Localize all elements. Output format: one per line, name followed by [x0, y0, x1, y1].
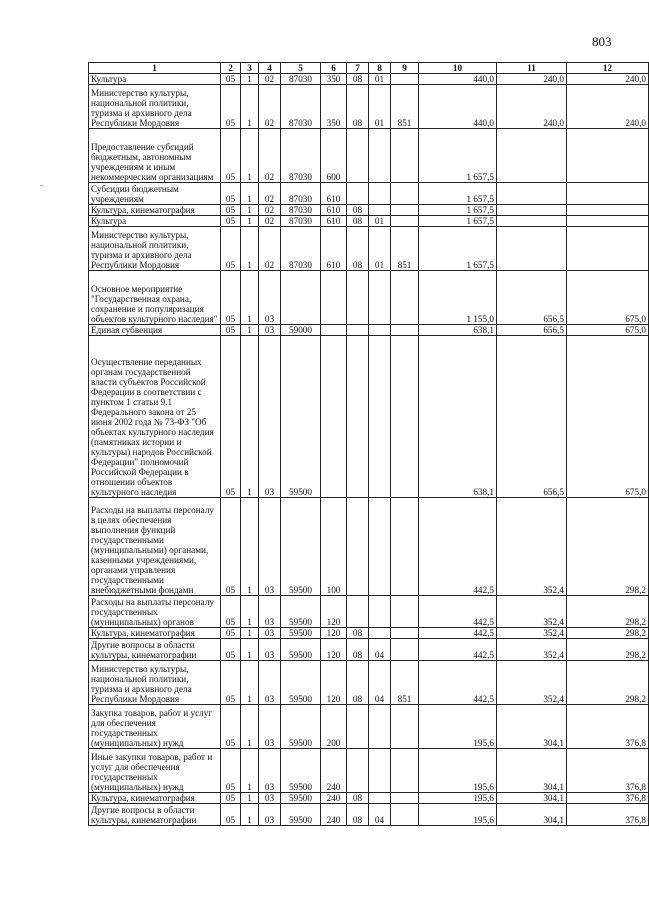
column-header-8: 8: [369, 63, 391, 74]
cell-col-2: 05: [221, 183, 241, 205]
cell-col-2: 05: [221, 804, 241, 826]
cell-col-2: 05: [221, 205, 241, 216]
cell-col-10: 1 657,5: [419, 183, 497, 205]
table-row: [89, 793, 649, 804]
cell-col-2: 05: [221, 661, 241, 705]
cell-col-9: [391, 498, 419, 596]
cell-col-8: [369, 271, 391, 325]
cell-col-11: [497, 227, 567, 271]
cell-col-7: [347, 749, 369, 793]
cell-col-7: [347, 325, 369, 336]
column-header-6: 6: [321, 63, 347, 74]
cell-col-9: [391, 336, 419, 498]
cell-col-9: [391, 596, 419, 628]
cell-col-8: 04: [369, 804, 391, 826]
cell-col-2: 05: [221, 227, 241, 271]
cell-col-8: [369, 705, 391, 749]
row-label-cell: Субсидии бюджетным учреждениям: [89, 183, 221, 205]
cell-col-11: 352,4: [497, 628, 567, 639]
cell-col-3: 1: [241, 205, 259, 216]
table-row: [89, 804, 649, 826]
cell-col-2: 05: [221, 596, 241, 628]
cell-col-5: 59500: [281, 336, 321, 498]
cell-col-8: 01: [369, 227, 391, 271]
cell-col-6: 240: [321, 804, 347, 826]
cell-col-7: 08: [347, 804, 369, 826]
cell-col-12: 240,0: [567, 74, 649, 85]
cell-col-2: 05: [221, 628, 241, 639]
cell-col-12: 298,2: [567, 628, 649, 639]
cell-col-12: 376,8: [567, 705, 649, 749]
cell-col-8: [369, 205, 391, 216]
cell-col-9: [391, 705, 419, 749]
cell-col-9: 851: [391, 85, 419, 129]
cell-col-3: 1: [241, 498, 259, 596]
cell-col-10: 1 657,5: [419, 216, 497, 227]
cell-col-6: 120: [321, 661, 347, 705]
cell-col-7: 08: [347, 85, 369, 129]
cell-col-11: 656,5: [497, 271, 567, 325]
cell-col-5: 59500: [281, 628, 321, 639]
cell-col-3: 1: [241, 129, 259, 183]
cell-col-3: 1: [241, 628, 259, 639]
cell-col-3: 1: [241, 596, 259, 628]
cell-col-5: 87030: [281, 227, 321, 271]
cell-col-4: 02: [259, 85, 281, 129]
cell-col-7: [347, 183, 369, 205]
cell-col-2: 05: [221, 129, 241, 183]
cell-col-11: 352,4: [497, 596, 567, 628]
row-label-cell: Предоставление субсидий бюджетным, автономным учреждениям и иным некоммерческим организациям: [89, 129, 221, 183]
cell-col-4: 03: [259, 639, 281, 661]
cell-col-6: 610: [321, 205, 347, 216]
cell-col-9: [391, 804, 419, 826]
cell-col-5: 87030: [281, 74, 321, 85]
cell-col-3: 1: [241, 804, 259, 826]
cell-col-5: 59500: [281, 661, 321, 705]
cell-col-8: [369, 336, 391, 498]
cell-col-7: 08: [347, 205, 369, 216]
column-header-10: 10: [419, 63, 497, 74]
cell-col-8: [369, 129, 391, 183]
table-row: [89, 596, 649, 628]
cell-col-6: 610: [321, 227, 347, 271]
cell-col-11: 240,0: [497, 74, 567, 85]
cell-col-7: [347, 705, 369, 749]
cell-col-6: 610: [321, 216, 347, 227]
cell-col-7: [347, 498, 369, 596]
cell-col-4: 03: [259, 271, 281, 325]
cell-col-4: 03: [259, 498, 281, 596]
cell-col-12: [567, 129, 649, 183]
row-label-cell: Культура: [89, 216, 221, 227]
cell-col-2: 05: [221, 325, 241, 336]
cell-col-9: [391, 205, 419, 216]
cell-col-6: 120: [321, 628, 347, 639]
cell-col-10: 195,6: [419, 793, 497, 804]
row-label-cell: Расходы на выплаты персоналу государственных (муниципальных) органов: [89, 596, 221, 628]
page-number: 803: [592, 34, 612, 49]
cell-col-6: [321, 325, 347, 336]
column-header-4: 4: [259, 63, 281, 74]
row-label-cell: Закупка товаров, работ и услуг для обеспечения государственных (муниципальных) нужд: [89, 705, 221, 749]
cell-col-11: 352,4: [497, 661, 567, 705]
cell-col-10: 638,1: [419, 325, 497, 336]
cell-col-2: 05: [221, 74, 241, 85]
cell-col-9: [391, 793, 419, 804]
table-row: [89, 85, 649, 129]
cell-col-5: 87030: [281, 183, 321, 205]
cell-col-5: 59000: [281, 325, 321, 336]
table-row: [89, 227, 649, 271]
row-label-cell: Культура, кинематография: [89, 205, 221, 216]
cell-col-11: 656,5: [497, 336, 567, 498]
cell-col-11: [497, 183, 567, 205]
column-header-5: 5: [281, 63, 321, 74]
table-row: [89, 129, 649, 183]
cell-col-11: 240,0: [497, 85, 567, 129]
cell-col-3: 1: [241, 271, 259, 325]
cell-col-2: 05: [221, 271, 241, 325]
cell-col-5: 87030: [281, 129, 321, 183]
column-header-11: 11: [497, 63, 567, 74]
cell-col-6: 200: [321, 705, 347, 749]
cell-col-9: [391, 129, 419, 183]
cell-col-3: 1: [241, 227, 259, 271]
cell-col-6: [321, 336, 347, 498]
cell-col-7: [347, 596, 369, 628]
table-row: [89, 325, 649, 336]
cell-col-12: 675,0: [567, 325, 649, 336]
cell-col-12: [567, 205, 649, 216]
cell-col-6: [321, 271, 347, 325]
cell-col-8: [369, 498, 391, 596]
cell-col-3: 1: [241, 705, 259, 749]
row-label-cell: Культура, кинематография: [89, 793, 221, 804]
row-label-cell: Министерство культуры, национальной политики, туризма и архивного дела Республики Мордовия: [89, 661, 221, 705]
cell-col-4: 03: [259, 749, 281, 793]
cell-col-3: 1: [241, 216, 259, 227]
cell-col-8: 04: [369, 639, 391, 661]
row-label-cell: Другие вопросы в области культуры, кинематографии: [89, 639, 221, 661]
column-header-1: 1: [89, 63, 221, 74]
cell-col-9: [391, 271, 419, 325]
cell-col-8: 01: [369, 85, 391, 129]
cell-col-12: 376,8: [567, 793, 649, 804]
column-header-7: 7: [347, 63, 369, 74]
cell-col-12: 675,0: [567, 271, 649, 325]
cell-col-10: 1 657,5: [419, 227, 497, 271]
cell-col-3: 1: [241, 74, 259, 85]
table-row: [89, 183, 649, 205]
cell-col-4: 03: [259, 325, 281, 336]
cell-col-9: [391, 183, 419, 205]
row-label-cell: Культура, кинематография: [89, 628, 221, 639]
cell-col-4: 02: [259, 183, 281, 205]
cell-col-8: [369, 325, 391, 336]
cell-col-5: 59500: [281, 596, 321, 628]
cell-col-6: 240: [321, 749, 347, 793]
cell-col-12: 675,0: [567, 336, 649, 498]
cell-col-10: 1 657,5: [419, 205, 497, 216]
cell-col-7: [347, 336, 369, 498]
cell-col-8: [369, 793, 391, 804]
cell-col-7: 08: [347, 227, 369, 271]
cell-col-9: [391, 74, 419, 85]
table-row: [89, 628, 649, 639]
cell-col-9: [391, 639, 419, 661]
cell-col-7: 08: [347, 216, 369, 227]
cell-col-4: 03: [259, 661, 281, 705]
cell-col-4: 02: [259, 205, 281, 216]
cell-col-6: 350: [321, 74, 347, 85]
cell-col-11: 352,4: [497, 498, 567, 596]
cell-col-2: 05: [221, 639, 241, 661]
cell-col-10: 1 155,0: [419, 271, 497, 325]
cell-col-5: 59500: [281, 498, 321, 596]
cell-col-2: 05: [221, 216, 241, 227]
table-body: [89, 74, 649, 826]
table-row: [89, 336, 649, 498]
cell-col-4: 03: [259, 596, 281, 628]
row-label-cell: Иные закупки товаров, работ и услуг для обеспечения государственных (муниципальных) нужд: [89, 749, 221, 793]
cell-col-11: [497, 129, 567, 183]
cell-col-4: 03: [259, 336, 281, 498]
column-header-9: 9: [391, 63, 419, 74]
table-row: [89, 749, 649, 793]
cell-col-7: 08: [347, 639, 369, 661]
cell-col-6: 100: [321, 498, 347, 596]
cell-col-5: 59500: [281, 793, 321, 804]
cell-col-7: 08: [347, 74, 369, 85]
cell-col-7: 08: [347, 661, 369, 705]
table-row: [89, 639, 649, 661]
cell-col-5: [281, 271, 321, 325]
cell-col-11: [497, 205, 567, 216]
cell-col-4: 02: [259, 74, 281, 85]
cell-col-11: 352,4: [497, 639, 567, 661]
cell-col-12: 298,2: [567, 639, 649, 661]
cell-col-5: 59500: [281, 749, 321, 793]
cell-col-12: [567, 183, 649, 205]
cell-col-3: 1: [241, 336, 259, 498]
budget-table: [88, 62, 649, 826]
cell-col-12: 376,8: [567, 749, 649, 793]
cell-col-5: 59500: [281, 705, 321, 749]
cell-col-11: 304,1: [497, 793, 567, 804]
cell-col-10: 195,6: [419, 749, 497, 793]
cell-col-9: 851: [391, 227, 419, 271]
cell-col-10: 442,5: [419, 661, 497, 705]
row-label-cell: Министерство культуры, национальной политики, туризма и архивного дела Республики Мордовия: [89, 85, 221, 129]
table-row: [89, 498, 649, 596]
cell-col-6: 120: [321, 596, 347, 628]
cell-col-3: 1: [241, 639, 259, 661]
cell-col-9: [391, 749, 419, 793]
cell-col-4: 03: [259, 804, 281, 826]
cell-col-9: 851: [391, 661, 419, 705]
cell-col-3: 1: [241, 749, 259, 793]
cell-col-4: 03: [259, 705, 281, 749]
cell-col-3: 1: [241, 85, 259, 129]
cell-col-4: 03: [259, 793, 281, 804]
cell-col-5: 59500: [281, 639, 321, 661]
cell-col-2: 05: [221, 749, 241, 793]
cell-col-3: 1: [241, 793, 259, 804]
column-header-12: 12: [567, 63, 649, 74]
cell-col-7: 08: [347, 628, 369, 639]
row-label-cell: Министерство культуры, национальной политики, туризма и архивного дела Республики Мордовия: [89, 227, 221, 271]
cell-col-12: 240,0: [567, 85, 649, 129]
cell-col-10: 442,5: [419, 639, 497, 661]
cell-col-5: 87030: [281, 216, 321, 227]
cell-col-10: 638,1: [419, 336, 497, 498]
cell-col-5: 59500: [281, 804, 321, 826]
cell-col-6: 120: [321, 639, 347, 661]
cell-col-9: [391, 325, 419, 336]
table-row: [89, 661, 649, 705]
cell-col-12: [567, 216, 649, 227]
margin-mark: -: [40, 180, 44, 191]
cell-col-8: [369, 183, 391, 205]
cell-col-11: 304,1: [497, 804, 567, 826]
cell-col-12: 298,2: [567, 661, 649, 705]
cell-col-12: 298,2: [567, 498, 649, 596]
cell-col-4: 03: [259, 628, 281, 639]
cell-col-9: [391, 216, 419, 227]
cell-col-6: 610: [321, 183, 347, 205]
cell-col-3: 1: [241, 325, 259, 336]
cell-col-11: 304,1: [497, 749, 567, 793]
cell-col-11: 656,5: [497, 325, 567, 336]
cell-col-10: 442,5: [419, 498, 497, 596]
cell-col-10: 442,5: [419, 596, 497, 628]
cell-col-11: [497, 216, 567, 227]
cell-col-5: 87030: [281, 85, 321, 129]
cell-col-2: 05: [221, 336, 241, 498]
cell-col-10: 442,5: [419, 628, 497, 639]
column-header-3: 3: [241, 63, 259, 74]
row-label-cell: Культура: [89, 74, 221, 85]
cell-col-11: 304,1: [497, 705, 567, 749]
cell-col-3: 1: [241, 661, 259, 705]
cell-col-10: 195,6: [419, 705, 497, 749]
row-label-cell: Единая субвенция: [89, 325, 221, 336]
cell-col-8: [369, 749, 391, 793]
cell-col-12: 298,2: [567, 596, 649, 628]
cell-col-8: 01: [369, 74, 391, 85]
cell-col-3: 1: [241, 183, 259, 205]
table-header-row: [89, 63, 649, 74]
row-label-cell: Расходы на выплаты персоналу в целях обеспечения выполнения функций государственными (муниципальными) органами, казенными учреждениями, органами управления государственными внебюджетными фондами: [89, 498, 221, 596]
table-row: [89, 216, 649, 227]
cell-col-5: 87030: [281, 205, 321, 216]
column-header-2: 2: [221, 63, 241, 74]
table-row: [89, 74, 649, 85]
cell-col-7: 08: [347, 793, 369, 804]
cell-col-10: 440,0: [419, 85, 497, 129]
cell-col-8: 04: [369, 661, 391, 705]
row-label-cell: Осуществление переданных органам государственной власти субъектов Российской Федерации в соответствии с пунктом 1 статьи 9.1 Федерального закона от 25 июня 2002 года № 73-ФЗ "Об объектах культурного наследия (памятниках истории и культуры) народов Российской Федерации" полномочий Российской Федерации в отношении объектов культурного наследия: [89, 336, 221, 498]
cell-col-6: 600: [321, 129, 347, 183]
cell-col-4: 02: [259, 129, 281, 183]
cell-col-2: 05: [221, 793, 241, 804]
row-label-cell: Другие вопросы в области культуры, кинематографии: [89, 804, 221, 826]
cell-col-6: 240: [321, 793, 347, 804]
table-row: [89, 705, 649, 749]
cell-col-8: [369, 596, 391, 628]
cell-col-7: [347, 129, 369, 183]
table-row: [89, 205, 649, 216]
cell-col-6: 350: [321, 85, 347, 129]
row-label-cell: Основное мероприятие "Государственная охрана, сохранение и популяризация объектов культурного наследия": [89, 271, 221, 325]
cell-col-4: 02: [259, 216, 281, 227]
cell-col-2: 05: [221, 85, 241, 129]
cell-col-10: 1 657,5: [419, 129, 497, 183]
cell-col-8: 01: [369, 216, 391, 227]
cell-col-12: 376,8: [567, 804, 649, 826]
cell-col-4: 02: [259, 227, 281, 271]
cell-col-7: [347, 271, 369, 325]
cell-col-12: [567, 227, 649, 271]
cell-col-8: [369, 628, 391, 639]
cell-col-10: 195,6: [419, 804, 497, 826]
cell-col-10: 440,0: [419, 74, 497, 85]
cell-col-2: 05: [221, 705, 241, 749]
table-row: [89, 271, 649, 325]
cell-col-2: 05: [221, 498, 241, 596]
cell-col-9: [391, 628, 419, 639]
